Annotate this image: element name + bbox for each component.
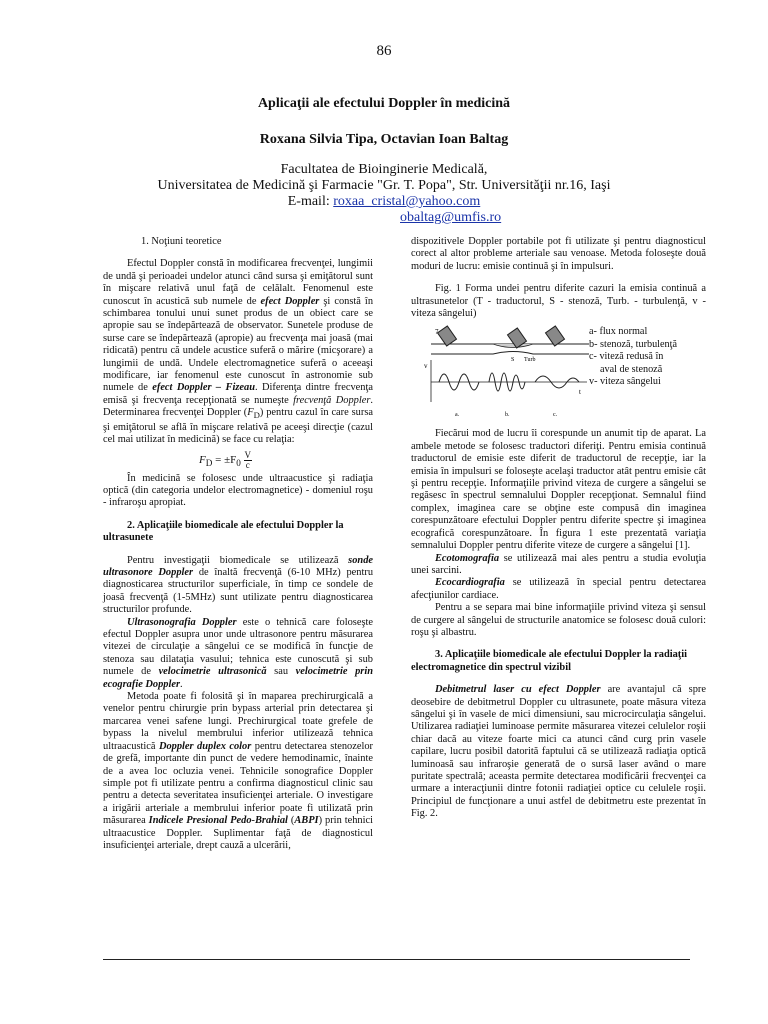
footer-rule [103, 959, 690, 960]
section-3-heading: 3. Aplicaţiile biomedicale ale efectului Doppler la radiaţii electromagnetice din spectrul vizibil [411, 649, 688, 673]
legend-item-c-cont: aval de stenoză [600, 363, 663, 375]
doppler-formula: $F_D = \pm F_0$ $\frac{V}{c}$ [199, 449, 252, 470]
right-paragraph-1: Fiecărui mod de lucru îi corespunde un anumit tip de aparat. La ambele metode se folosesc traductori diferiţi. Pentru emisia continuă traductorul de emisie este diferit de traductorul de recepţie, iar la emisia în impulsuri se foloseşte acelaşi traductor atât pentru emisie cât şi pentru recepţie. Informaţiile privind viteza de curgere a sângelui se regăsesc în spectrul semnalului Doppler recepţionat. Semnalul fiind complex, imaginea care se obţine este compusă din imaginea corespunzătoare efectului Doppler pentru diferite spectre şi imaginea ecografică corespunzătoare. În figura 1 este prezentată variaţia semnalului Doppler pentru diferite viteze de curgere a sângelui [1]. [411, 428, 706, 552]
axis-label-t: t [579, 388, 581, 397]
right-paragraph-4: Pentru a se separa mai bine informaţiile privind viteza şi sensul de curgere al sângelui de structurile anatomice se folosesc două culori: roşu şi albastru. [411, 602, 706, 638]
figure-label-c: c. [553, 412, 558, 419]
right-paragraph-0: dispozitivele Doppler portabile pot fi utilizate şi pentru diagnosticul corect al altor probleme arteriale sau venoase. Metoda foloseşte două moduri de lucru: emisie continuă şi în impulsuri. [411, 236, 706, 272]
figure-label-turb: Turb [524, 357, 536, 364]
right-column [411, 236, 706, 821]
email-link-1[interactable]: roxaa_cristal@yahoo.com [333, 194, 481, 209]
figure-label-a: a. [455, 412, 460, 419]
email-label: E-mail: [287, 194, 330, 209]
stenosis-plaque [493, 344, 533, 348]
paper-title: Aplicaţii ale efectului Doppler în medicină [257, 96, 511, 111]
figure-label-s: S [511, 357, 515, 364]
affiliation-email-line [0, 194, 768, 210]
section-2-paragraph-2: Ultrasonografia Doppler este o tehnică care foloseşte efectul Doppler asupra unor unde ultrasonore pentru măsurarea vitezei de circulaţie a sângelui ce se modifică în funcţie de stenoza sau dilataţia vasului; tehnica este cunoscută şi sub numele de velocimetrie ultrasonică sau velocimetrie prin ecografie Doppler. [103, 616, 374, 690]
figure-label-7: 7 [435, 328, 439, 337]
section-1-paragraph-2: În medicină se folosesc unde ultraacustice şi radiaţia optică (din categoria undelor electromagnetice) - domeniul roşu - infraroşu apropiat. [103, 472, 373, 509]
legend-item-b: b- stenoză, turbulenţă [589, 338, 677, 350]
section-2-paragraph-1: Pentru investigaţii biomedicale se utilizează sonde ultrasonore Doppler de înaltă frecvenţă (6-10 MHz) pentru diagnosticarea structurilor superficiale, în timp ce sondele de joasă frecvenţă (1-5MHz) sunt utilizate pentru diagnosticarea structurilor profunde. [103, 554, 374, 616]
transducer-c-icon [545, 326, 564, 346]
axis-label-v: v [424, 362, 428, 371]
figure-label-b: b. [505, 412, 510, 419]
affiliation-university: Universitatea de Medicină şi Farmacie "Gr. T. Popa", Str. Universităţii nr.16, Iaşi [157, 178, 611, 193]
right-paragraph-5: Debitmetrul laser cu efect Doppler are avantajul că spre deosebire de debitmetrul Doppler cu ultrasunete, poate măsura viteza sângelui şi în vasele de mici dimensiuni, sau microcirculaţia sângelui. Utilizarea radiaţiei luminoase permite măsurarea vitezei celulelor roşii chiar dacă au viteze foarte mici ca atunci când curg prin vasele capilare, lucru posibil datorită faptului că se utilizează radiaţia optică luminoasă sau infraroşie generată de o sursă laser având o mare puritate spectrală; aceasta permite detectarea modificării frecvenţei ca urmare a interacţiunii dintre fotonii radiaţiei optice cu celulele roşii. Principiul de funcţionare a unui astfel de debitmetru este prezentat în Fig. 2. [411, 684, 706, 820]
right-paragraph-3: Ecocardiografia se utilizează în special pentru detectarea afecţiunilor cardiace. [411, 577, 706, 601]
figure-1-legend [589, 326, 677, 389]
affiliation-faculty: Facultatea de Bioinginerie Medicală, [280, 162, 488, 177]
section-1-paragraph-1: Efectul Doppler constă în modificarea frecvenţei, lungimii de undă şi perioadei undelor atunci când sursa şi emiţătorul sunt în mişcare relativă unul faţă de celălalt. Fenomenul este cunoscut în acustică sub numele de efect Doppler şi constă în schimbarea tonului unui sunet produs de un obiect care se apropie sau se îndepărtează de observator. Sunetele produse de surse care se îndepărtează (apropie) au frecvenţa mai joasă (mai ridicată) pentru că undele acustice suferă o mărire (micşorare) a lungimii de undă. Undele electromagnetice suferă o aceeaşi modificare, iar fenomenul este cunoscut în astronomie sub numele de efect Doppler – Fizeau. Diferenţa dintre frecvenţa emisă şi frecvenţa recepţionată se numeşte frecvenţă Doppler. Determinarea frecvenţei Doppler $(F_D)$ pentru cazul în care sursa şi emiţătorul se află în mişcare relativă pe aceeşi direcţie (cazul cel mai utilizat în medicină) se face cu relaţia: [103, 258, 374, 446]
figure-1-caption: Fig. 1 Forma undei pentru diferite cazuri la emisia continuă a ultrasunetelor (T - traductorul, S - stenoză, Turb. - turbulenţă, v - viteza sângelui) [411, 283, 706, 320]
figure-1 [411, 324, 706, 420]
left-column [103, 236, 373, 852]
legend-item-a: a- flux normal [589, 326, 648, 338]
email-link-2[interactable]: obaltag@umfis.ro [400, 210, 502, 225]
vessel-lower-wall [431, 352, 589, 355]
section-2-heading: 2. Aplicaţiile biomedicale ale efectului Doppler la ultrasunete [103, 519, 344, 544]
transducer-a-icon [437, 326, 456, 346]
paper-authors: Roxana Silvia Tipa, Octavian Ioan Baltag [259, 132, 509, 147]
figure-1-diagram [411, 324, 589, 420]
legend-item-c: c- viteză redusă în [589, 351, 664, 363]
section-2-paragraph-3: Metoda poate fi folosită şi în maparea prechirurgicală a venelor pentru chirurgie prin bypass arterial prin detectarea şi marcarea venei safene lungi. Prechirurgical toate grefele de bypass la nivelul membrului inferior utilizează tehnica ultraacustică Doppler duplex color pentru detectarea stenozelor de grefă, importante din punct de vedere hemodinamic, înainte de a avea loc ocluzia venei. Tehnicile sonografice Doppler simple pot fi utilizate pentru a confirma diagnosticul clinic sau pentru a detecta severitatea insuficienţei arteriale. O investigare a irigării arteriale a membrului inferior poate fi utilizată prin măsurarea Indicele Presional Pedo-Brahial (ABPI) prin tehnici ultraacustice Doppler. Suplimentar faţă de diagnosticul insuficienţei arteriale, drept cauză a ulcerării, [103, 691, 373, 851]
affiliation-email-line-2 [400, 210, 520, 226]
page-number: 86 [376, 43, 392, 59]
section-1-heading: 1. Noţiuni teoretice [141, 236, 222, 247]
legend-item-v: v- viteza sângelui [589, 376, 661, 388]
right-paragraph-2: Ecotomografia se utilizează mai ales pentru a studia evoluţia unei sarcini. [411, 552, 706, 576]
